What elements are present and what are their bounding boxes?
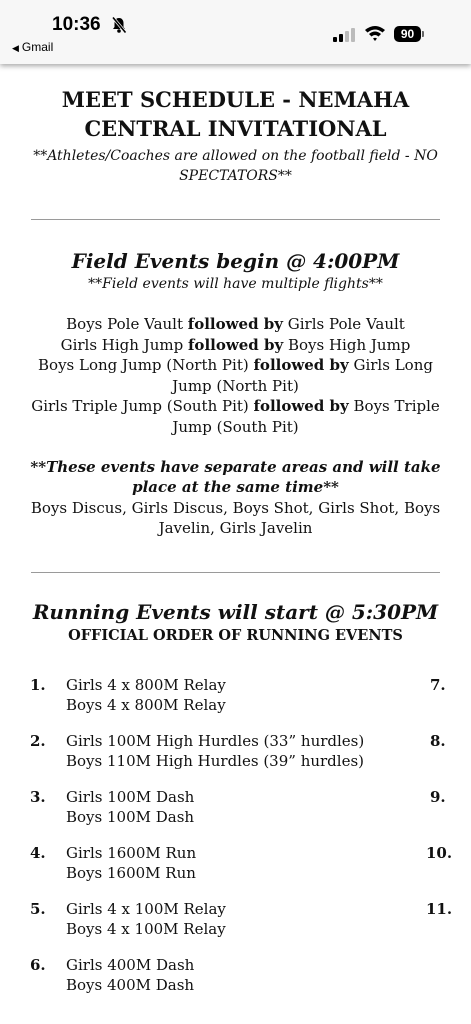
field-line: Jump (South Pit)	[172, 417, 299, 436]
field-events-list	[30, 314, 441, 437]
wifi-icon	[364, 24, 386, 42]
field-line: Girls High Jump followed by Boys High Jump	[60, 335, 411, 354]
spectator-note-line-1: **Athletes/Coaches are allowed on the football field - NO	[33, 148, 438, 164]
field-line: Boys Pole Vault followed by Girls Pole Vault	[66, 315, 405, 333]
throws-line-1: Boys Discus, Girls Discus, Boys Shot, Girls Shot, Boys	[30, 499, 441, 517]
event-number: 7.	[430, 676, 446, 694]
divider	[31, 572, 440, 573]
page-title-line-2: CENTRAL INVITATIONAL	[84, 116, 387, 141]
field-line: Girls Triple Jump (South Pit) followed by Boys Triple	[31, 397, 440, 415]
separate-areas-note-line-1: **These events have separate areas and will take	[30, 458, 441, 476]
back-arrow-icon: ◀	[12, 43, 19, 53]
page-title-line-1: MEET SCHEDULE - NEMAHA	[61, 87, 410, 112]
clock: 10:36	[52, 14, 101, 35]
spectator-note-line-2: SPECTATORS**	[179, 168, 292, 184]
field-events-title: Field Events begin @ 4:00PM	[71, 249, 400, 273]
battery-icon	[394, 26, 424, 42]
bell-muted-icon	[111, 16, 127, 34]
event-number: 8.	[430, 732, 446, 750]
field-line: Jump (North Pit)	[172, 376, 299, 395]
event-number: 11.	[426, 900, 453, 918]
field-line: Boys Long Jump (North Pit) followed by Girls Long	[38, 356, 433, 374]
throws-line-2: Javelin, Girls Javelin	[158, 519, 313, 537]
running-order-subtitle: OFFICIAL ORDER OF RUNNING EVENTS	[68, 627, 403, 644]
battery-level: 90	[394, 26, 421, 42]
divider	[31, 219, 440, 220]
cellular-signal-icon	[333, 28, 357, 42]
status-bar	[0, 0, 471, 64]
back-to-gmail-link[interactable]	[12, 40, 53, 54]
event-number: 10.	[426, 844, 453, 862]
back-label: Gmail	[21, 40, 54, 54]
running-events-title: Running Events will start @ 5:30PM	[32, 600, 439, 624]
field-events-note: **Field events will have multiple flights**	[88, 276, 383, 292]
event-number: 9.	[430, 788, 446, 806]
separate-areas-note-line-2: place at the same time**	[132, 478, 339, 496]
